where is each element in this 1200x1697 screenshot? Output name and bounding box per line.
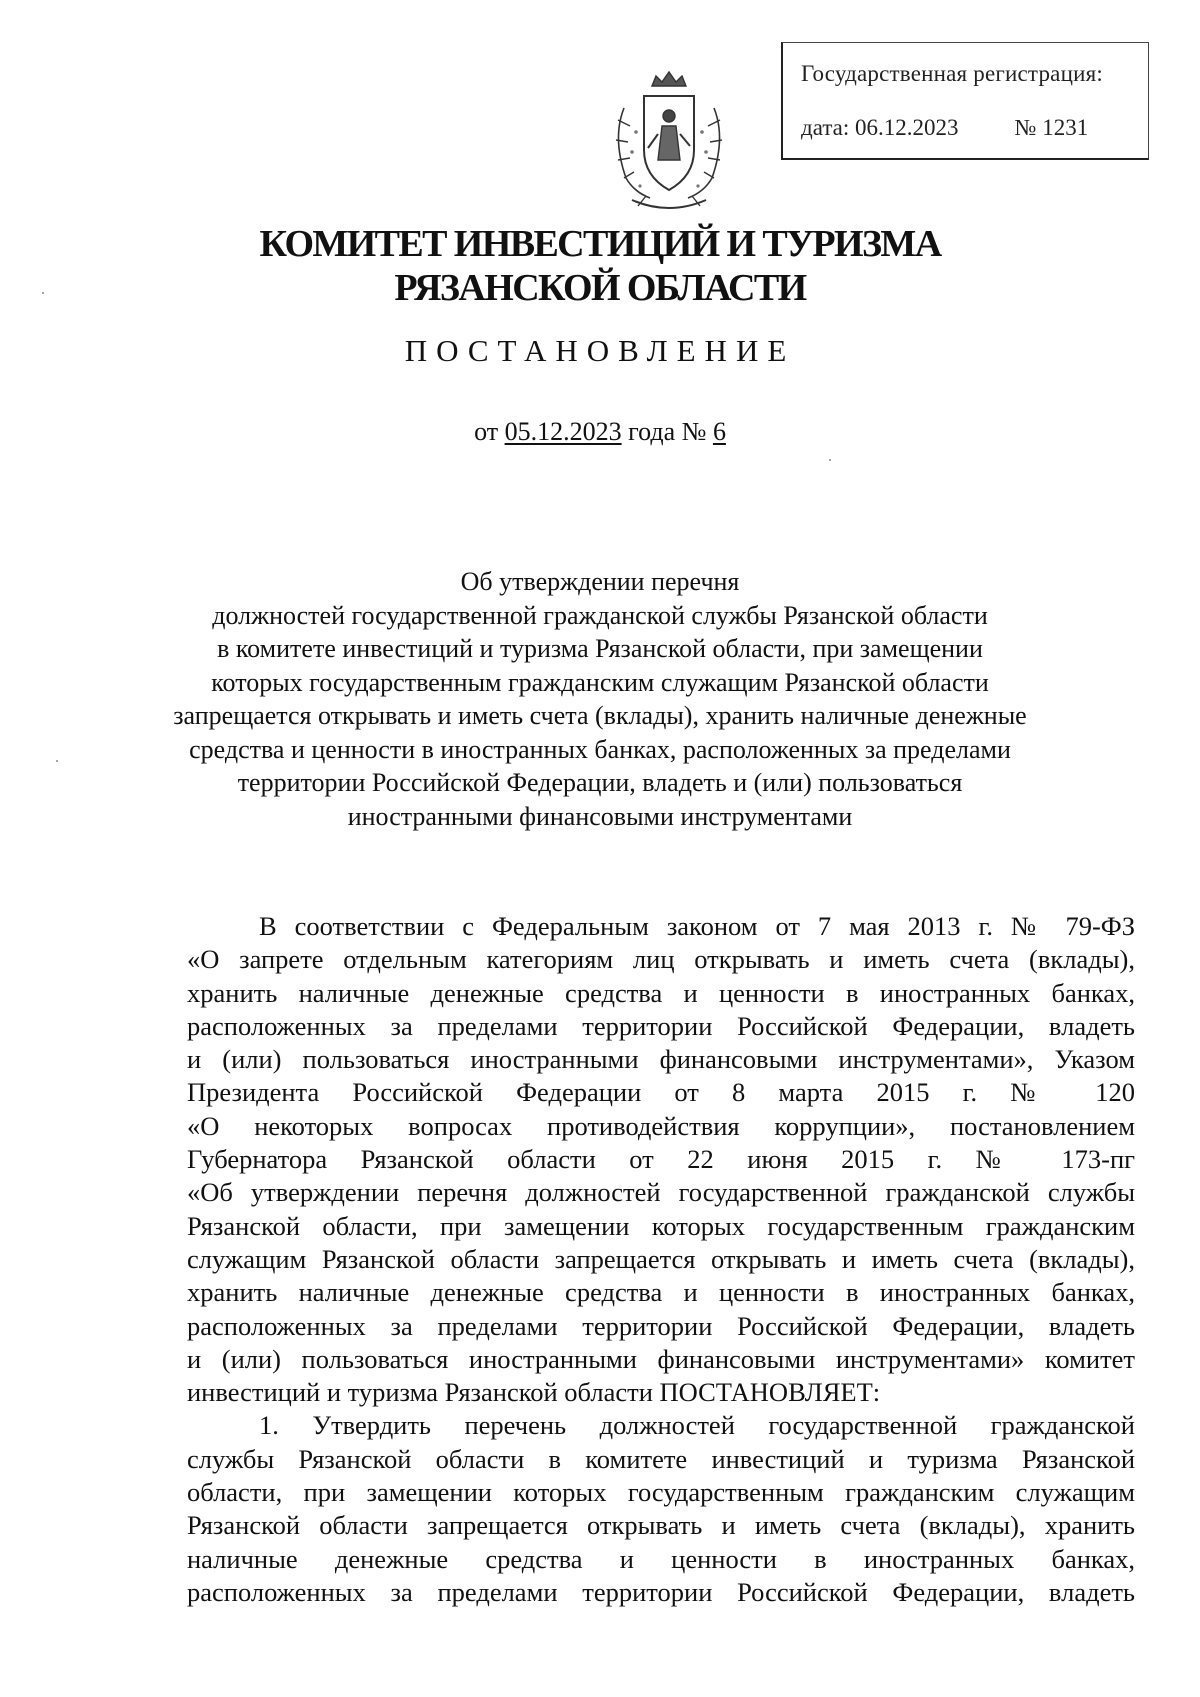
body-line: хранить наличные денежные средства и ценности в иностранных банках, <box>187 1277 1135 1308</box>
document-body <box>187 910 1135 1609</box>
body-line: наличные денежные средства и ценности в иностранных банках, <box>187 1543 1135 1574</box>
document-type: ПОСТАНОВЛЕНИЕ <box>404 333 796 368</box>
scan-speck <box>56 760 58 762</box>
body-line: расположенных за пределами территории Российской Федерации, владеть <box>187 1576 1135 1607</box>
subject-line: запрещается открывать и иметь счета (вклады), хранить наличные денежные <box>173 701 1027 730</box>
body-line: служащим Рязанской области запрещается открывать и иметь счета (вклады), <box>187 1243 1135 1274</box>
body-line: Губернатора Рязанской области от 22 июня 2015 г. № 173-пг <box>187 1144 1135 1175</box>
body-line: Рязанской области запрещается открывать и иметь счета (вклады), хранить <box>187 1510 1135 1541</box>
body-line: службы Рязанской области в комитете инвестиций и туризма Рязанской <box>187 1443 1135 1474</box>
registration-date-line <box>801 115 1088 141</box>
body-line: и (или) пользоваться иностранными финансовыми инструментами» комитет <box>187 1343 1135 1374</box>
document-number: 6 <box>712 417 726 446</box>
body-line: 1. Утвердить перечень должностей государственной гражданской <box>259 1410 1135 1441</box>
registration-stamp <box>781 42 1149 160</box>
org-title-line2: РЯЗАНСКОЙ ОБЛАСТИ <box>394 267 806 309</box>
body-line: инвестиций и туризма Рязанской области ПОСТАНОВЛЯЕТ: <box>187 1377 881 1408</box>
subject-line: которых государственным гражданским служащим Рязанской области <box>211 667 989 697</box>
org-title-line1: КОМИТЕТ ИНВЕСТИЦИЙ И ТУРИЗМА <box>259 223 941 265</box>
body-line: «Об утверждении перечня должностей государственной гражданской службы <box>187 1177 1135 1208</box>
subject-line: территории Российской Федерации, владеть и (или) пользоваться <box>237 768 963 797</box>
scan-speck <box>829 459 831 461</box>
document-subject <box>0 565 1200 833</box>
registration-date: дата: 06.12.2023 <box>801 115 959 140</box>
coat-of-arms-icon <box>594 68 744 218</box>
subject-line: в комитете инвестиций и туризма Рязанской области, при замещении <box>217 634 983 663</box>
body-line: «О запрете отдельным категориям лиц открывать и иметь счета (вклады), <box>187 944 1135 975</box>
registration-label: Государственная регистрация: <box>801 61 1103 86</box>
date-prefix: от <box>474 417 505 446</box>
body-line: хранить наличные денежные средства и ценности в иностранных банках, <box>187 977 1135 1008</box>
subject-line: средства и ценности в иностранных банках, расположенных за пределами <box>189 734 1011 764</box>
subject-line: должностей государственной гражданской службы Рязанской области <box>212 600 988 630</box>
body-line: Рязанской области, при замещении которых государственным гражданским <box>187 1210 1135 1241</box>
body-line: Президента Российской Федерации от 8 марта 2015 г. № 120 <box>187 1077 1135 1108</box>
body-line: области, при замещении которых государственным гражданским служащим <box>187 1477 1135 1508</box>
body-line: расположенных за пределами территории Российской Федерации, владеть <box>187 1010 1135 1041</box>
body-line: и (или) пользоваться иностранными финансовыми инструментами», Указом <box>187 1044 1135 1075</box>
document-date: 05.12.2023 <box>504 417 622 446</box>
body-line: расположенных за пределами территории Российской Федерации, владеть <box>187 1310 1135 1341</box>
date-mid: года № <box>621 417 713 446</box>
document-date-line <box>0 417 1200 447</box>
registration-number: № 1231 <box>1014 115 1089 140</box>
subject-line: иностранными финансовыми инструментами <box>347 801 853 831</box>
body-line: В соответствии с Федеральным законом от 7 мая 2013 г. № 79-ФЗ <box>259 911 1135 941</box>
scan-speck <box>42 292 44 294</box>
subject-line: Об утверждении перечня <box>460 567 740 596</box>
body-line: «О некоторых вопросах противодействия коррупции», постановлением <box>187 1110 1135 1141</box>
